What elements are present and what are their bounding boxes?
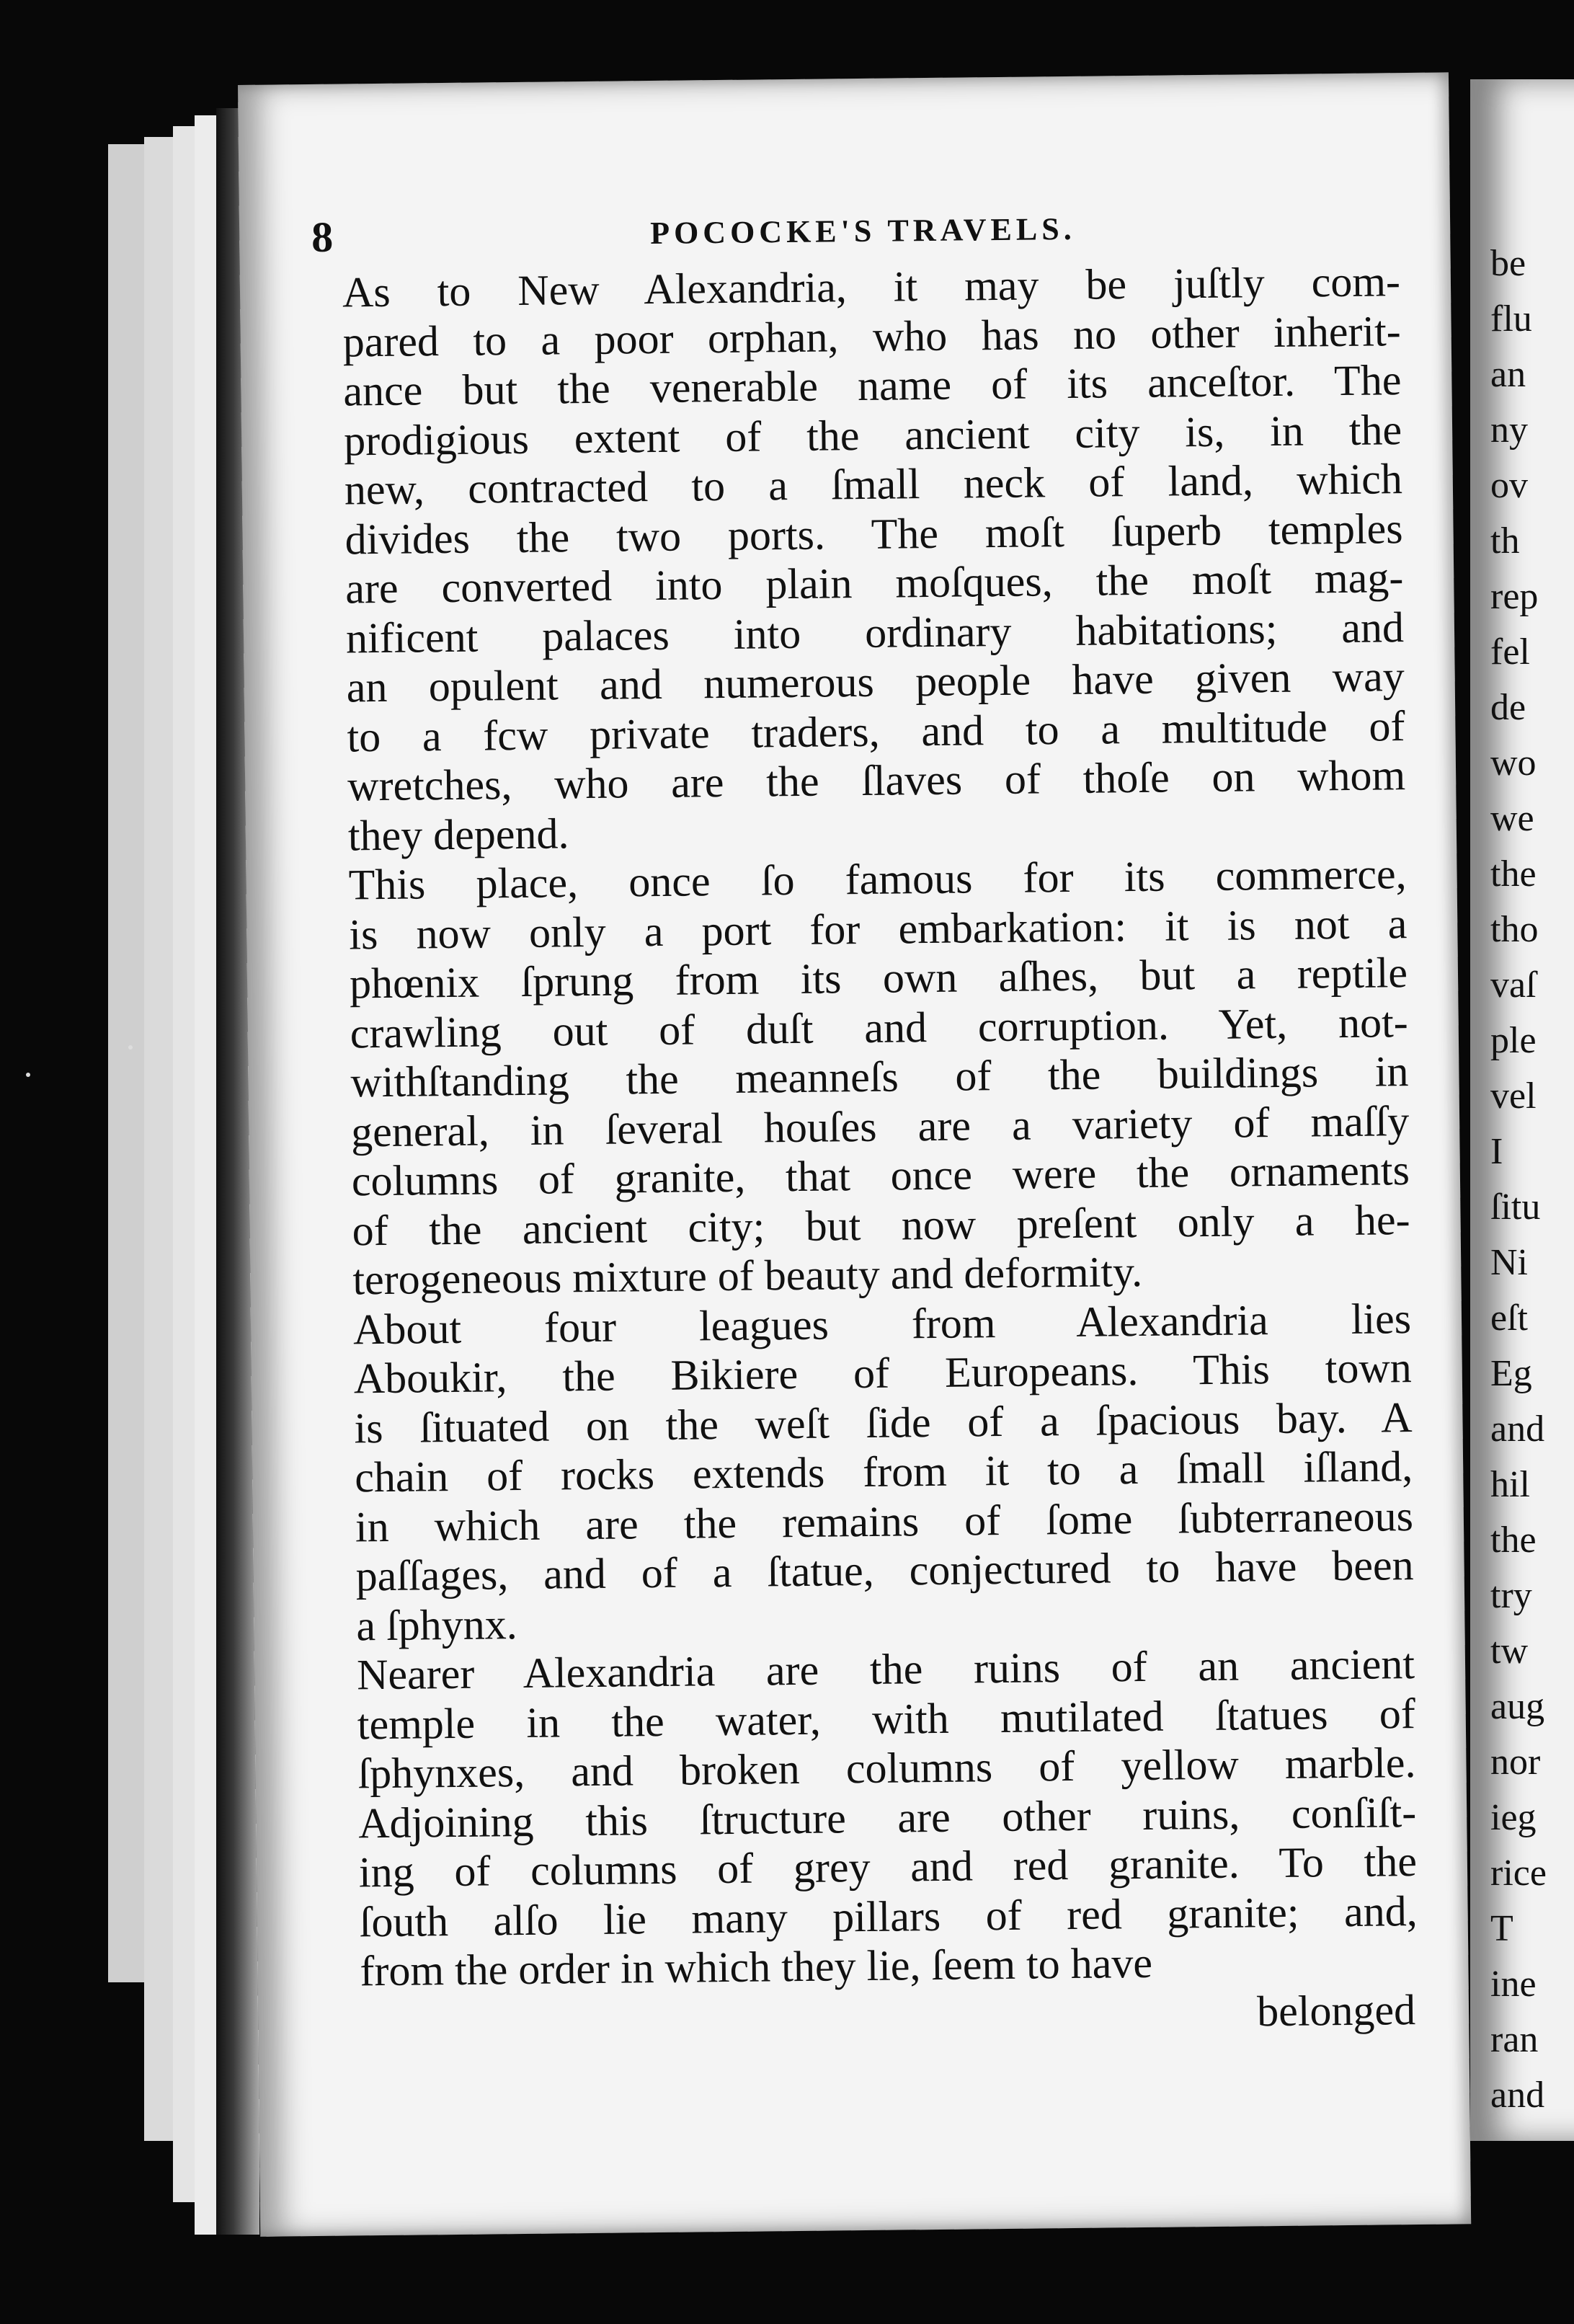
opposite-page-text-fragment: hil (1490, 1464, 1530, 1505)
opposite-page-text-fragment: and (1490, 2075, 1545, 2116)
text-line: ance but the venerable name of its anceſtor. The (343, 356, 1402, 415)
paragraph (311, 849, 1410, 1305)
opposite-page-text-fragment: aug (1490, 1686, 1545, 1727)
opposite-page-text-fragment: vel (1490, 1075, 1537, 1117)
opposite-page-text-fragment: Eg (1490, 1353, 1532, 1394)
opposite-page-text-fragment: tho (1490, 909, 1539, 950)
opposite-page-text-fragment: we (1490, 798, 1534, 839)
opposite-page-text-fragment: and (1490, 1409, 1545, 1450)
opposite-page-text-fragment: ny (1490, 409, 1528, 451)
opposite-page-text-fragment: ſitu (1490, 1187, 1541, 1228)
opposite-page-text-fragment: th (1490, 520, 1520, 562)
book-page (238, 72, 1471, 2236)
opposite-page-text-fragment: ine (1490, 1964, 1537, 2005)
opposite-page-text-fragment: I (1490, 1131, 1503, 1172)
opposite-page-text-fragment: ov (1490, 465, 1528, 506)
text-line: new, contracted to a ſmall neck of land, which (344, 455, 1403, 514)
text-line: is now only a port for embarkation: it is not a (348, 899, 1408, 958)
text-line: Adjoining this ſtructure are other ruins, conſiſt- (357, 1788, 1417, 1847)
dust-speck (128, 1045, 133, 1050)
text-line: pared to a poor orphan, who has no other inherit- (342, 306, 1402, 365)
text-line: columns of granite, that once were the ornaments (351, 1146, 1410, 1205)
text-line: paſſages, and of a ſtatue, conjectured to have been (355, 1541, 1414, 1600)
text-line: Nearer Alexandria are the ruins of an ancient (356, 1640, 1415, 1699)
text-line: nificent palaces into ordinary habitations; and (345, 603, 1405, 662)
text-line: ſphynxes, and broken columns of yellow marble. (357, 1739, 1416, 1798)
text-line: from the order in which they lie, ſeem to have (360, 1938, 1153, 1995)
opposite-page-text-fragment: rep (1490, 576, 1539, 617)
text-line: ing of columns of grey and red granite. To the (358, 1837, 1418, 1897)
opposite-page-text-fragment: rice (1490, 1853, 1547, 1894)
text-line: is ſituated on the weſt ſide of a ſpacious bay. A (354, 1393, 1413, 1452)
text-line: terogeneous mixture of beauty and deformity. (352, 1247, 1143, 1304)
text-line: general, in ſeveral houſes are a variety of maſſy (350, 1096, 1410, 1156)
paragraph (316, 1294, 1415, 1651)
opposite-page-text-fragment: the (1490, 1520, 1537, 1561)
opposite-page-text-fragment: nor (1490, 1742, 1541, 1783)
running-head-title: POCOCKE'S TRAVELS. (649, 210, 1076, 252)
text-line: Aboukir, the Bikiere of Europeans. This town (353, 1344, 1413, 1403)
opposite-page-text-fragment: try (1490, 1575, 1532, 1616)
dust-speck (26, 1073, 30, 1077)
text-line: temple in the water, with mutilated ſtatues of (357, 1689, 1416, 1748)
opposite-page-text-fragment: wo (1490, 742, 1537, 784)
paragraph (319, 1639, 1418, 1996)
opposite-page-text-fragment: tw (1490, 1631, 1528, 1672)
text-line: phœnix ſprung from its own aſhes, but a reptile (349, 949, 1408, 1008)
text-line: As to New Alexandria, it may be juſtly com- (342, 257, 1401, 316)
opposite-page-text-fragment: ieg (1490, 1797, 1537, 1838)
opposite-page-text-fragment: ran (1490, 2019, 1539, 2060)
opposite-page-text-fragment: fel (1490, 631, 1530, 673)
text-line: ſouth alſo lie many pillars of red granite; and, (359, 1886, 1418, 1946)
opposite-page-text-fragment: ple (1490, 1020, 1537, 1061)
opposite-page-text-fragment: T (1490, 1908, 1513, 1949)
text-line: wretches, who are the ſlaves of thoſe on whom (347, 751, 1406, 810)
text-line: of the ancient city; but now preſent only a he- (352, 1195, 1410, 1254)
page-body-text (305, 257, 1419, 2046)
text-line: they depend. (347, 809, 569, 859)
text-line: prodigious extent of the ancient city is, in the (343, 405, 1402, 464)
opposite-page-text-fragment: the (1490, 853, 1537, 895)
text-line: crawling out of duſt and corruption. Yet, not- (350, 998, 1409, 1057)
opposite-page-text-fragment: eſt (1490, 1298, 1528, 1339)
text-line: an opulent and numerous people have given way (346, 652, 1405, 711)
text-line: to a fcw private traders, and to a multitude of (347, 701, 1405, 760)
page-number: 8 (311, 213, 334, 261)
text-line: in which are the remains of ſome ſubterraneous (355, 1491, 1414, 1551)
opposite-page-text-fragment: vaſ (1490, 964, 1537, 1006)
text-line: are converted into plain moſques, the moſt mag- (344, 554, 1404, 613)
paragraph (305, 257, 1407, 861)
text-line: a ſphynx. (356, 1600, 518, 1649)
opposite-page-text-fragment: be (1490, 243, 1526, 284)
opposite-page-text-fragment: de (1490, 687, 1526, 728)
text-line: divides the two ports. The moſt ſuperb temples (344, 504, 1403, 563)
opposite-page-text-fragment: an (1490, 354, 1526, 395)
opposite-page-text-fragment: Ni (1490, 1242, 1528, 1283)
text-line: About four leagues from Alexandria lies (352, 1294, 1412, 1353)
text-line: This place, once ſo famous for its commerce, (348, 850, 1407, 909)
catchword: belonged (1256, 1985, 1416, 2035)
opposite-page (1470, 79, 1574, 2141)
text-line: withſtanding the meanneſs of the buildings in (350, 1047, 1409, 1106)
text-line: chain of rocks extends from it to a ſmall iſland, (354, 1442, 1413, 1502)
opposite-page-text-fragment: flu (1490, 298, 1532, 340)
